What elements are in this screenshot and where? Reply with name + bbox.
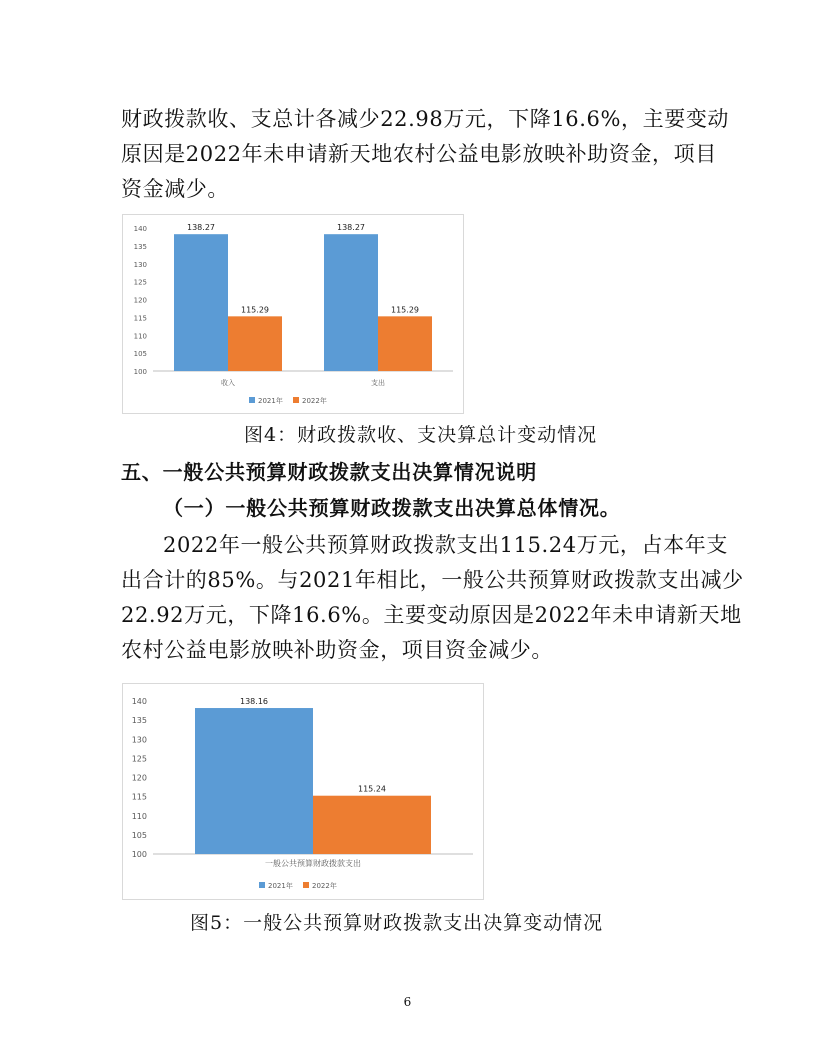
figure-5-caption: 图5：一般公共预算财政拨款支出决算变动情况	[190, 912, 604, 934]
y-tick-label: 100	[131, 850, 147, 859]
y-tick-label: 115	[131, 792, 147, 802]
legend-swatch	[259, 882, 265, 888]
paragraph-line: 22.92万元，下降16.6%。主要变动原因是2022年未申请新天地	[121, 603, 742, 627]
legend-swatch	[303, 882, 309, 888]
data-label: 138.27	[187, 223, 215, 233]
y-tick-label: 135	[133, 242, 147, 251]
legend-swatch	[249, 397, 255, 403]
figure-5-chart	[122, 683, 484, 900]
paragraph-line: 出合计的85%。与2021年相比，一般公共预算财政拨款支出减少	[121, 568, 744, 592]
figure-4-chart	[122, 214, 464, 414]
y-tick-label: 110	[133, 332, 147, 341]
bar	[195, 708, 313, 854]
paragraph-line: 资金减少。	[121, 177, 229, 201]
data-label: 115.24	[358, 784, 386, 794]
section-heading: 五、一般公共预算财政拨款支出决算情况说明	[121, 460, 537, 484]
y-tick-label: 105	[133, 350, 147, 359]
bar	[228, 316, 282, 371]
y-tick-label: 125	[131, 754, 147, 764]
paragraph-line: 原因是2022年未申请新天地农村公益电影放映补助资金，项目	[121, 142, 717, 166]
paragraph-2	[121, 528, 744, 668]
legend-label: 2022年	[312, 882, 337, 890]
legend-swatch	[293, 397, 299, 403]
section-subheading: （一）一般公共预算财政拨款支出决算总体情况。	[163, 496, 621, 520]
y-tick-label: 140	[131, 697, 147, 706]
figure-4-caption: 图4：财政拨款收、支决算总计变动情况	[244, 424, 598, 446]
legend-label: 2021年	[258, 397, 283, 405]
bar	[324, 234, 378, 371]
y-tick-label: 105	[131, 830, 147, 840]
paragraph-line: 财政拨款收、支总计各减少22.98万元，下降16.6%，主要变动	[121, 107, 730, 131]
y-tick-label: 130	[131, 735, 147, 745]
category-label: 支出	[371, 379, 385, 387]
y-tick-label: 120	[133, 296, 147, 305]
data-label: 138.27	[337, 223, 365, 233]
y-tick-label: 140	[133, 225, 147, 233]
legend-label: 2021年	[268, 882, 293, 890]
y-tick-label: 110	[131, 811, 147, 821]
paragraph-line: 农村公益电影放映补助资金，项目资金减少。	[121, 638, 553, 662]
paragraph-1	[121, 102, 730, 207]
figure-5-svg	[123, 684, 483, 899]
category-label: 一般公共预算财政拨款支出	[265, 859, 361, 868]
bar	[378, 316, 432, 371]
y-tick-label: 120	[131, 773, 147, 783]
paragraph-line: 2022年一般公共预算财政拨款支出115.24万元，占本年支	[163, 533, 728, 557]
bar	[313, 796, 431, 854]
y-tick-label: 115	[133, 314, 147, 323]
data-label: 115.29	[391, 305, 419, 315]
y-tick-label: 100	[133, 368, 147, 376]
legend-label: 2022年	[302, 397, 327, 405]
bar	[174, 234, 228, 371]
category-label: 收入	[221, 379, 235, 387]
y-tick-label: 135	[131, 716, 147, 726]
page-number: 6	[403, 995, 412, 1009]
data-label: 138.16	[240, 697, 268, 707]
data-label: 115.29	[241, 305, 269, 315]
y-tick-label: 125	[133, 278, 147, 287]
figure-4-svg	[123, 215, 463, 413]
y-tick-label: 130	[133, 260, 147, 269]
